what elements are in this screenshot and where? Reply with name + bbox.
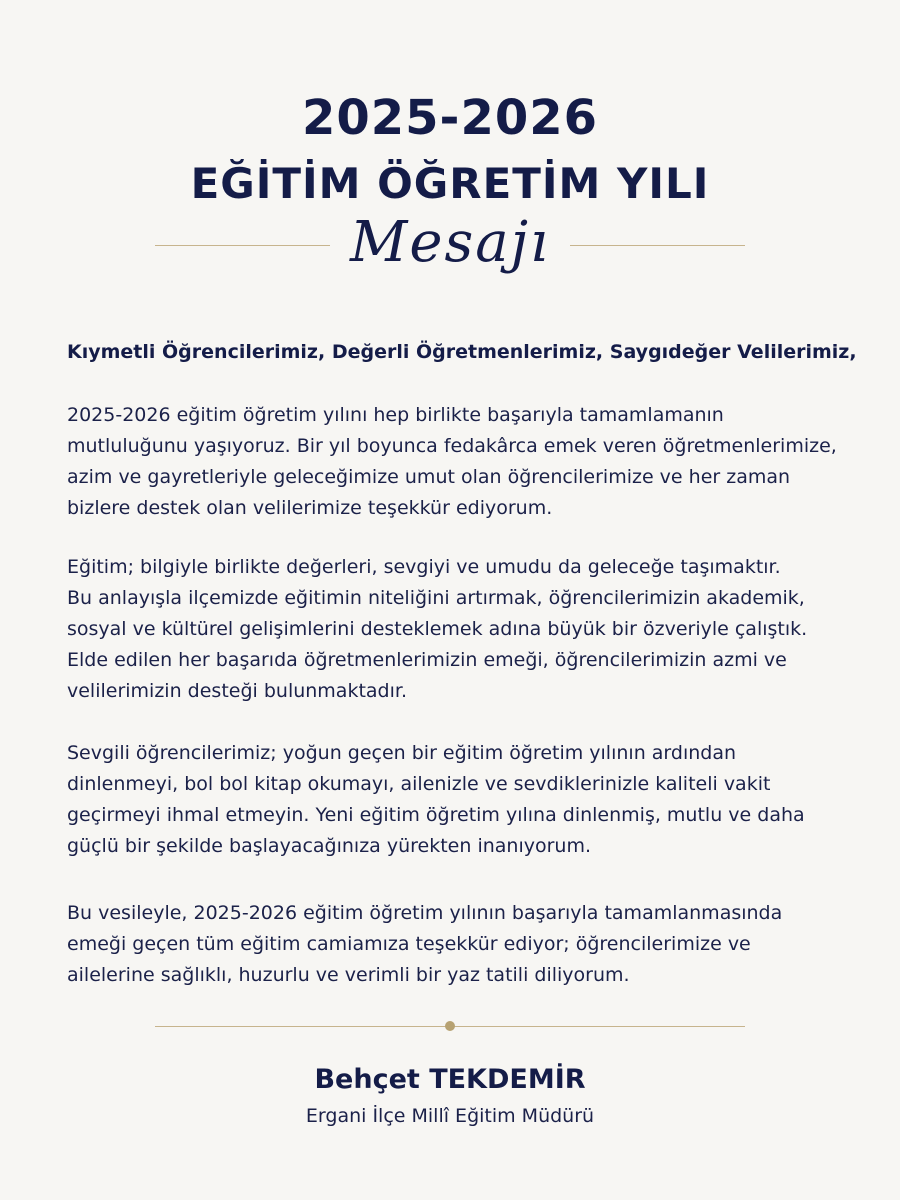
paragraph-line: Bu vesileyle, 2025-2026 eğitim öğretim yılının başarıyla tamamlanmasında (67, 902, 783, 924)
paragraph-line: azim ve gayretleriyle geleceğimize umut olan öğrencilerimize ve her zaman (67, 466, 791, 488)
title-script-word: Mesajı (350, 210, 550, 275)
title-main: EĞİTİM ÖĞRETİM YILI (190, 159, 710, 208)
title-script-row (150, 206, 750, 286)
left-ornament-line (155, 245, 330, 246)
paragraph-line: Eğitim; bilgiyle birlikte değerleri, sevgiyi ve umudu da geleceğe taşımaktır. (67, 556, 781, 578)
paragraph-line: Sevgili öğrencilerimiz; yoğun geçen bir eğitim öğretim yılının ardından (67, 742, 737, 764)
title-year: 2025-2026 (301, 90, 599, 146)
paragraph-1 (67, 400, 857, 524)
paragraph-line: Elde edilen her başarıda öğretmenlerimizin emeği, öğrencilerimizin azmi ve (67, 649, 787, 671)
paragraph-line: dinlenmeyi, bol bol kitap okumayı, ailenizle ve sevdiklerinizle kaliteli vakit (67, 773, 771, 795)
salutation: Kıymetli Öğrencilerimiz, Değerli Öğretmenlerimiz, Saygıdeğer Velilerimiz, (67, 341, 857, 363)
paragraph-line: sosyal ve kültürel gelişimlerini desteklemek adına büyük bir özveriyle çalıştık. (67, 618, 808, 640)
paragraph-line: 2025-2026 eğitim öğretim yılını hep birlikte başarıyla tamamlamanın (67, 404, 724, 426)
right-ornament-line (570, 245, 745, 246)
paragraph-line: güçlü bir şekilde başlayacağınıza yürekten inanıyorum. (67, 835, 592, 857)
paragraph-line: ailelerine sağlıklı, huzurlu ve verimli bir yaz tatili diliyorum. (67, 964, 630, 986)
signature-title: Ergani İlçe Millî Eğitim Müdürü (305, 1105, 595, 1127)
paragraph-2 (67, 552, 857, 707)
paragraph-line: emeği geçen tüm eğitim camiamıza teşekkür ediyor; öğrencilerimize ve (67, 933, 751, 955)
paragraph-line: Bu anlayışla ilçemizde eğitimin niteliğini artırmak, öğrencilerimizin akademik, (67, 587, 805, 609)
paragraph-line: bizlere destek olan velilerimize teşekkür ediyorum. (67, 497, 553, 519)
paragraph-3 (67, 738, 857, 862)
paragraph-line: mutluluğunu yaşıyoruz. Bir yıl boyunca fedakârca emek veren öğretmenlerimize, (67, 435, 837, 457)
paragraph-line: velilerimizin desteği bulunmaktadır. (67, 680, 407, 702)
paragraph-line: geçirmeyi ihmal etmeyin. Yeni eğitim öğretim yılına dinlenmiş, mutlu ve daha (67, 804, 805, 826)
paragraph-4 (67, 898, 857, 991)
divider-dot-ornament (445, 1021, 455, 1031)
signature-name: Behçet TEKDEMİR (314, 1064, 586, 1095)
